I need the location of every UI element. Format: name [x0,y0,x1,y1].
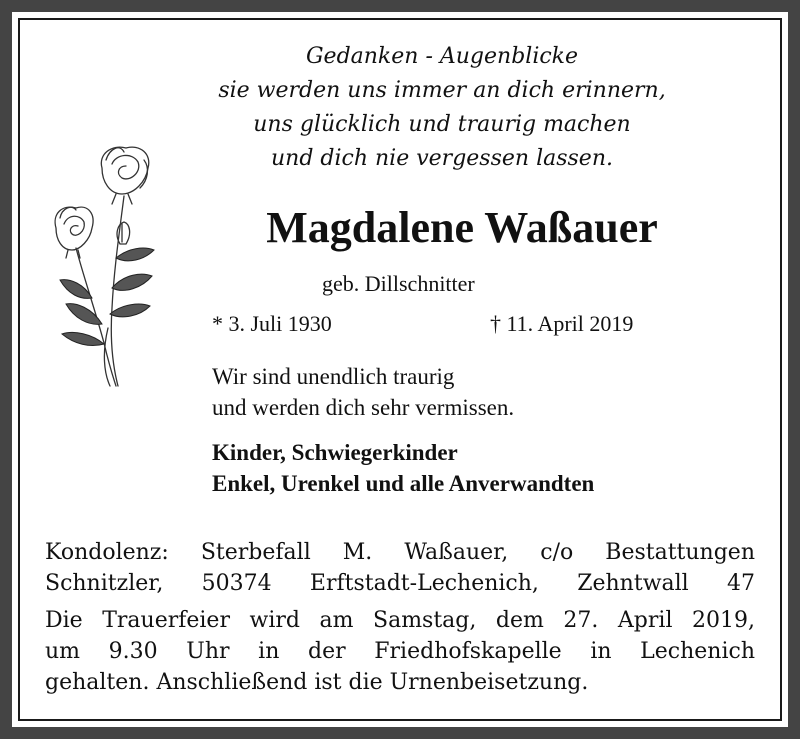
message-line: Wir sind unendlich traurig [212,364,455,389]
roses-illustration-icon [32,138,164,388]
condolence-line: Schnitzler, 50374 Erftstadt-Lechenich, Zehntwall 47 [45,571,755,596]
mourners-line: Kinder, Schwiegerkinder [212,440,458,465]
death-date: † 11. April 2019 [490,311,634,336]
funeral-line: um 9.30 Uhr in der Friedhofskapelle in Lechenich [45,639,755,664]
funeral-line: Die Trauerfeier wird am Samstag, dem 27. April 2019, [45,608,755,633]
maiden-name: geb. Dillschnitter [322,271,475,296]
condolence-address [45,537,755,599]
condolence-line: Kondolenz: Sterbefall M. Waßauer, c/o Bestattungen [45,540,755,565]
farewell-message [212,361,514,423]
mourners-line: Enkel, Urenkel und alle Anverwandten [212,471,595,496]
deceased-name: Magdalene Waßauer [266,203,658,252]
poem-line: uns glücklich und traurig machen [253,112,631,137]
poem-line: und dich nie vergessen lassen. [271,146,613,171]
birth-date: * 3. Juli 1930 [212,311,332,336]
obituary-notice [12,12,788,727]
message-line: und werden dich sehr vermissen. [212,395,515,420]
funeral-line: gehalten. Anschließend ist die Urnenbeisetzung. [45,670,589,695]
poem-line: sie werden uns immer an dich erinnern, [218,78,666,103]
funeral-info [45,605,755,698]
footer-info [45,537,755,698]
poem [142,40,742,176]
mourners [212,437,594,499]
poem-line: Gedanken - Augenblicke [305,44,579,69]
